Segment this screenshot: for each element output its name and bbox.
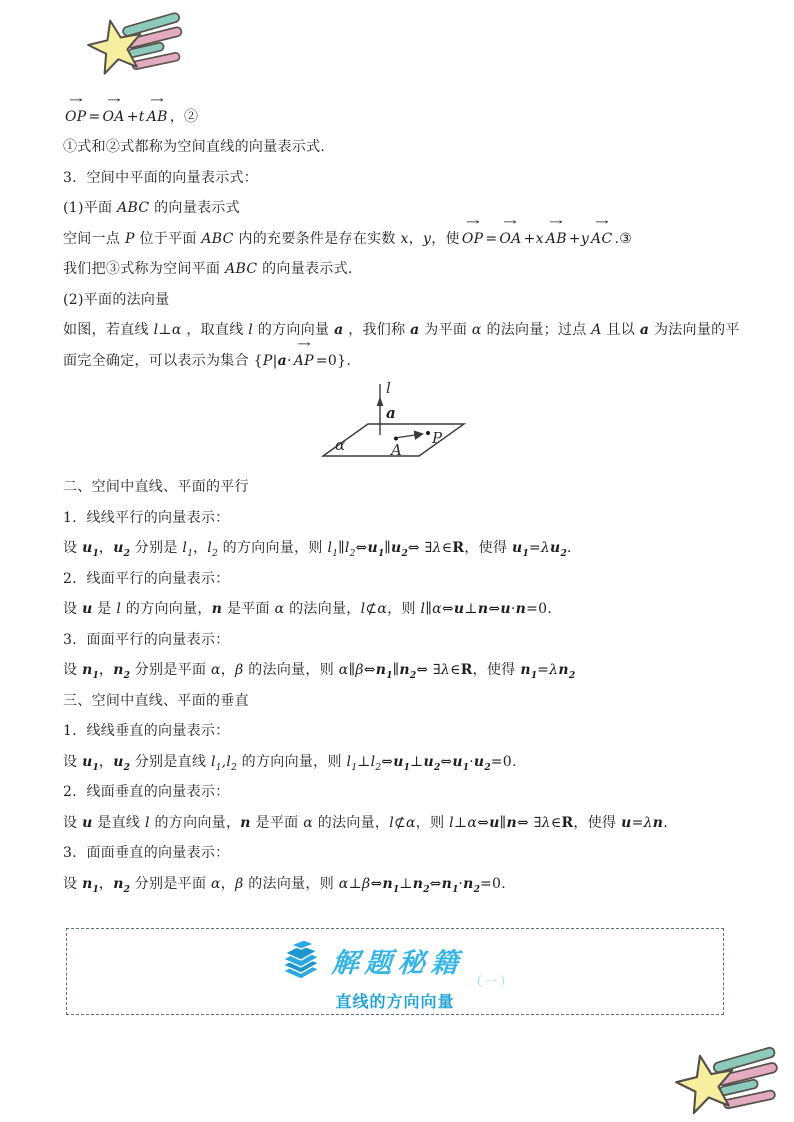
paragraph-top-5: 空间一点 P 位于平面 ABC 内的充要条件是存在实数 x，y，使 → OP = → OA +x → AB +y → AC .③ — [63, 216, 633, 247]
shooting-star-decoration-top — [76, 6, 191, 84]
label-point-p: P — [432, 429, 443, 447]
label-point-a: A — [391, 441, 402, 459]
paragraph-bottom-10: 设 $u_1$，$u_2$ 分别是直线 $l_1,l_2$ 的方向向量，则 $l_1\perp l_2\Leftrightarrow u_1\perp u_2\Leftrightarrow u_1\cdot u_2=0$. — [63, 753, 517, 773]
paragraph-bottom-9: 1．线线垂直的向量表示： — [63, 723, 230, 739]
section-heading: 直线的方向向量 — [335, 992, 455, 1011]
paragraph-top-1: → OP = → OA +t → AB ，② — [65, 95, 199, 125]
paragraph-top-2: ①式和②式都称为空间直线的向量表示式. — [63, 139, 326, 155]
paragraph-bottom-8: 三、空间中直线、平面的垂直 — [63, 692, 249, 709]
label-plane-alpha: α — [335, 436, 346, 454]
vector-arrow: → — [68, 95, 83, 107]
paragraph-bottom-2: 1．线线平行的向量表示： — [63, 509, 230, 526]
paragraph-bottom-5: 设 u 是 l 的方向向量，n 是平面 α 的法向量，l⊄α，则 l∥α⇔u⊥n⇔u·n=0. — [63, 601, 553, 617]
vector-arrow: → — [594, 216, 609, 228]
secret-tips-box — [66, 928, 724, 1015]
normal-vector-diagram — [301, 376, 531, 472]
paragraph-bottom-1: 二、空间中直线、平面的平行 — [63, 479, 249, 495]
paragraph-bottom-3: 设 $u_1$，$u_2$ 分别是 $l_1$，$l_2$ 的方向向量，则 $l_1\parallel l_2\Leftrightarrow u_1\parallel u_2\Leftrightarrow$ ∃λ∈R，使得 $u_1=\lambda u_2$. — [63, 540, 572, 559]
vector-arrow: → — [503, 216, 518, 228]
point-p-dot — [426, 431, 430, 435]
secret-index: （一） — [469, 975, 515, 990]
vector-arrow: → — [150, 95, 165, 107]
secret-tips-header — [67, 938, 723, 990]
paragraph-top-8: 如图，若直线 l⊥α ，取直线 l 的方向向量 a ，我们称 a 为平面 α 的法向量；过点 A 且以 a 为法向量的平 — [63, 322, 740, 338]
paragraph-bottom-12: 设 u 是直线 l 的方向向量，n 是平面 α 的法向量，l⊄α，则 l⊥α⇔u∥n⇔ ∃λ∈R，使得 u=λn. — [63, 814, 669, 831]
vector-a-arrowhead — [377, 397, 384, 407]
paragraph-bottom-14: 设 $n_1$，$n_2$ 分别是平面 α，β 的法向量，则 $\alpha\perp\beta\Leftrightarrow n_1\perp n_2\Leftrightarrow n_1\cdot n_2=0$. — [63, 875, 506, 895]
section-plane-vector-expressions — [63, 92, 738, 376]
paragraph-top-7: (2)平面的法向量 — [63, 291, 170, 308]
vector-arrow: → — [465, 216, 480, 228]
books-icon — [275, 938, 323, 982]
paragraph-bottom-7: 设 $n_1$，$n_2$ 分别是平面 α，β 的法向量，则 $\alpha\parallel\beta\Leftrightarrow n_1\parallel n_2\Leftrightarrow$ ∃λ∈R，使得 $n_1=\lambda n_2$ — [63, 662, 576, 681]
paragraph-bottom-4: 2．线面平行的向量表示： — [63, 570, 230, 587]
paragraph-top-3: 3．空间中平面的向量表示式： — [63, 169, 259, 186]
shooting-star-decoration-bottom — [653, 1036, 785, 1118]
paragraph-top-4: (1)平面 ABC 的向量表示式 — [63, 200, 240, 216]
paragraph-top-6: 我们把③式称为空间平面 ABC 的向量表示式. — [63, 261, 353, 277]
section-parallel-perpendicular — [63, 472, 738, 899]
paragraph-top-9: 面完全确定，可以表示为集合 {P|a· → AP =0}. — [63, 338, 352, 369]
vector-ap-arrow — [398, 434, 423, 438]
document-body — [63, 92, 738, 899]
paragraph-bottom-6: 3．面面平行的向量表示： — [63, 631, 230, 648]
figure-normal-vector — [63, 376, 738, 472]
point-a-dot — [394, 437, 398, 441]
label-vector-a: a — [386, 404, 396, 422]
secret-title: 解题秘籍 — [331, 947, 466, 979]
vector-arrow: → — [296, 338, 311, 350]
paragraph-bottom-11: 2．线面垂直的向量表示： — [63, 784, 230, 800]
paragraph-bottom-13: 3．面面垂直的向量表示： — [63, 845, 230, 861]
label-line-l: l — [386, 379, 391, 397]
vector-arrow: → — [549, 216, 564, 228]
vector-arrow: → — [106, 95, 121, 107]
